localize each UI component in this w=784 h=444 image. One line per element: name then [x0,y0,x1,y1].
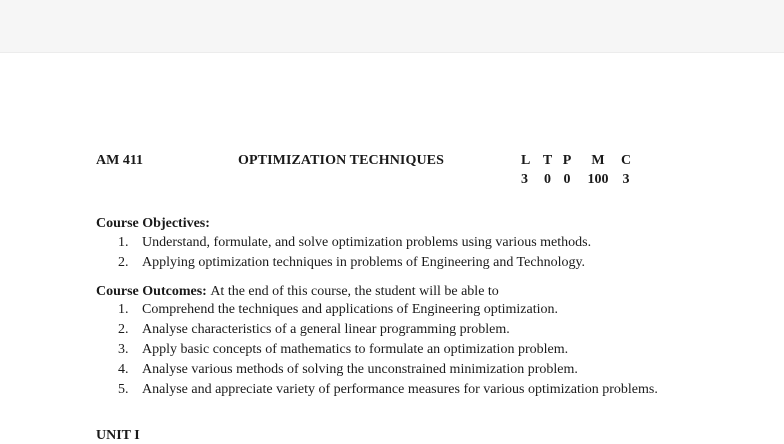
item-text: Apply basic concepts of mathematics to formulate an optimization problem. [142,342,569,357]
outcomes-list [118,300,690,400]
course-code: AM 411 [96,153,144,168]
item-text: Understand, formulate, and solve optimization problems using various methods. [142,235,592,250]
unit-heading: UNIT I [96,428,140,443]
item-number: 2. [118,255,129,270]
item-number: 2. [118,322,129,337]
list-item [118,233,591,253]
list-item [118,360,690,380]
credits-value-c: 3 [622,172,630,187]
item-number: 1. [118,235,129,250]
credits-value-m: 100 [587,172,609,187]
course-title: OPTIMIZATION TECHNIQUES [238,153,444,168]
list-item [118,253,591,273]
list-item [118,320,690,340]
item-number: 4. [118,362,129,377]
credits-header-p: P [562,153,572,168]
outcomes-heading: Course Outcomes: [96,284,207,299]
list-item [118,300,690,320]
item-number: 3. [118,342,129,357]
item-text: Analyse various methods of solving the unconstrained minimization problem. [142,362,578,377]
credits-header-m: M [591,153,605,168]
credits-values-row [521,172,634,188]
list-item [118,380,690,400]
credits-header-t: T [542,153,553,168]
credits-value-t: 0 [544,172,551,187]
top-margin-band [0,0,784,53]
item-text: Comprehend the techniques and applications of Engineering optimization. [142,302,559,317]
credits-header-l: L [521,153,531,168]
outcomes-heading-line [96,284,499,300]
item-text: Analyse characteristics of a general linear programming problem. [142,322,510,337]
objectives-heading: Course Objectives: [96,216,210,231]
item-number: 1. [118,302,129,317]
credits-value-l: 3 [521,172,528,187]
item-text: Applying optimization techniques in problems of Engineering and Technology. [142,255,586,270]
credits-header-c: C [620,153,632,168]
objectives-list [118,233,591,273]
credits-value-p: 0 [563,172,571,187]
item-text: Analyse and appreciate variety of performance measures for various optimization problems. [142,382,658,397]
list-item [118,340,690,360]
outcomes-intro: At the end of this course, the student will be able to [210,284,499,299]
credits-header-row [521,153,634,169]
item-number: 5. [118,382,129,397]
